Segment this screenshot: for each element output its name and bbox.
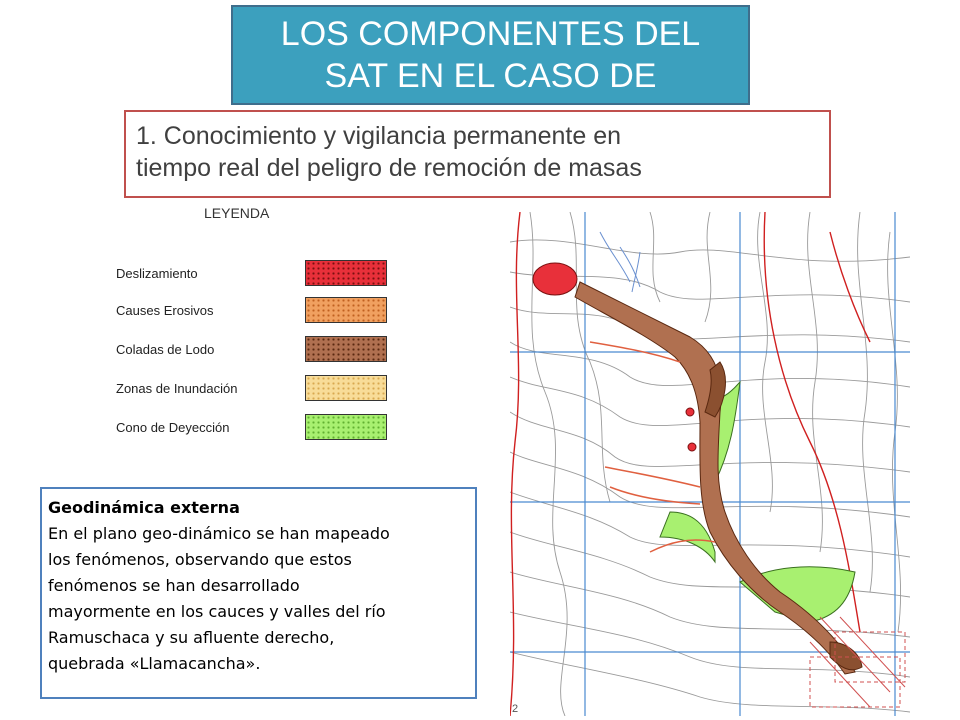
- map-corner-label: 2: [512, 703, 519, 715]
- description-line: quebrada «Llamacancha».: [48, 654, 261, 673]
- subtitle-line-1: 1. Conocimiento y vigilancia permanente en: [136, 122, 621, 150]
- legend-label: Zonas de Inundación: [116, 381, 238, 396]
- description-line: Ramuschaca y su afluente derecho,: [48, 628, 335, 647]
- description-line: los fenómenos, observando que estos: [48, 550, 352, 569]
- legend-item-cono-de-deyeccion: [100, 414, 400, 442]
- description-heading: Geodinámica externa: [48, 498, 240, 517]
- legend-item-zonas-de-inundacion: [100, 375, 400, 403]
- legend-swatch-zonas-de-inundacion: [305, 375, 387, 401]
- legend-title: LEYENDA: [204, 205, 270, 221]
- legend-label: Causes Erosivos: [116, 303, 214, 318]
- legend-item-causes-erosivos: [100, 297, 400, 325]
- description-box: [40, 487, 477, 699]
- legend-item-coladas-de-lodo: [100, 336, 400, 364]
- map-legend: [100, 205, 400, 455]
- slide-subtitle: [124, 110, 831, 198]
- slide-title-line-2: SAT EN EL CASO DE: [324, 57, 657, 95]
- legend-swatch-causes-erosivos: [305, 297, 387, 323]
- slide-title-line-1: LOS COMPONENTES DEL: [280, 15, 701, 53]
- description-line: fenómenos se han desarrollado: [48, 576, 300, 595]
- geodynamic-map: [510, 212, 910, 716]
- legend-swatch-deslizamiento: [305, 260, 387, 286]
- legend-label: Coladas de Lodo: [116, 342, 215, 357]
- description-line: En el plano geo-dinámico se han mapeado: [48, 524, 390, 543]
- subtitle-line-2: tiempo real del peligro de remoción de masas: [136, 154, 642, 182]
- legend-swatch-cono-de-deyeccion: [305, 414, 387, 440]
- description-line: mayormente en los cauces y valles del río: [48, 602, 386, 621]
- legend-label: Cono de Deyección: [116, 420, 230, 435]
- slide-title: [231, 5, 750, 105]
- legend-swatch-coladas-de-lodo: [305, 336, 387, 362]
- legend-item-deslizamiento: [100, 260, 400, 288]
- legend-label: Deslizamiento: [116, 266, 198, 281]
